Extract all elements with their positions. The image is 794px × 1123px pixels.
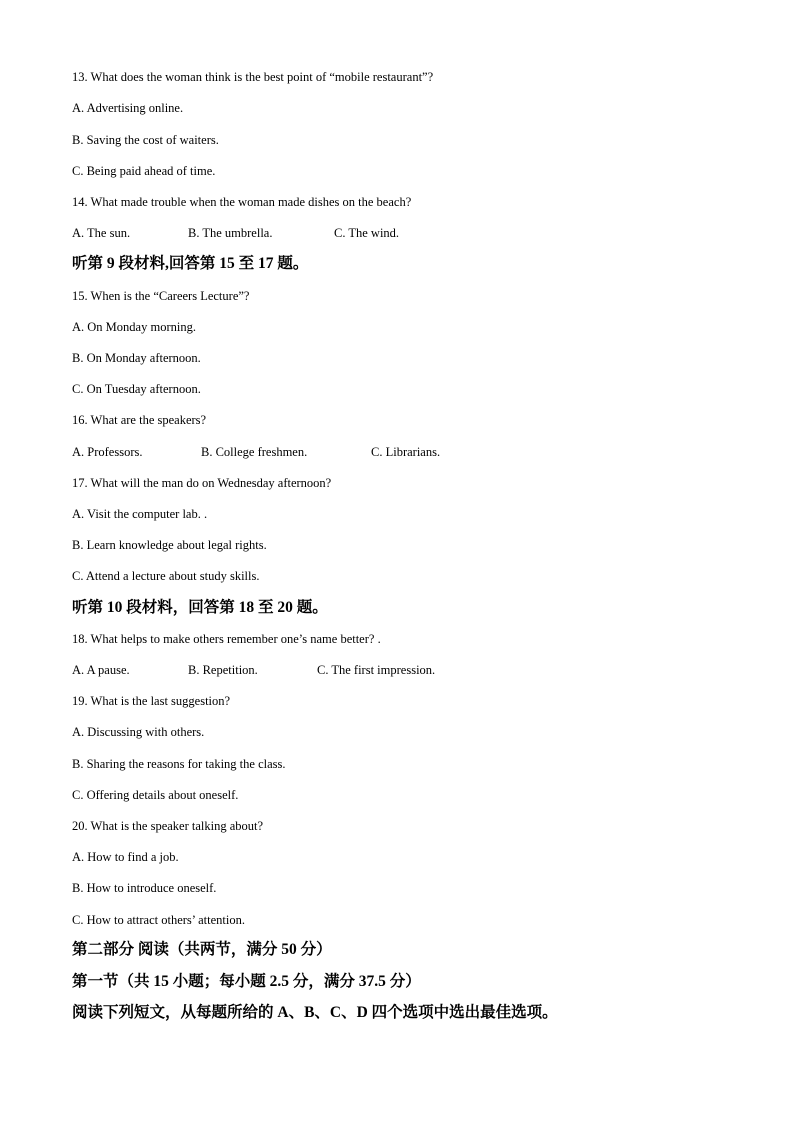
q14-option-c: C. The wind. — [334, 226, 400, 240]
q14-options — [72, 225, 399, 241]
q18-option-c: C. The first impression. — [317, 663, 436, 677]
q20-option-c: C. How to attract others’ attention. — [72, 913, 245, 927]
q20-stem: 20. What is the speaker talking about? — [72, 819, 264, 833]
q19-option-c: C. Offering details about oneself. — [72, 788, 239, 802]
q20-option-b: B. How to introduce oneself. — [72, 881, 217, 895]
q15-stem: 15. When is the “Careers Lecture”? — [72, 289, 250, 303]
q18-option-a: A. A pause. — [72, 663, 130, 677]
q13-option-a: A. Advertising online. — [72, 101, 184, 115]
q16-stem: 16. What are the speakers? — [72, 413, 207, 427]
q16-option-b: B. College freshmen. — [201, 445, 308, 459]
q18-stem: 18. What helps to make others remember one’s name better? . — [72, 632, 381, 646]
section-10-heading: 听第 10 段材料，回答第 18 至 20 题。 — [72, 599, 328, 616]
q20-option-a: A. How to find a job. — [72, 850, 179, 864]
q15-option-b: B. On Monday afternoon. — [72, 351, 201, 365]
part-2-heading: 第二部分 阅读（共两节，满分 50 分） — [72, 941, 332, 958]
q17-option-c: C. Attend a lecture about study skills. — [72, 569, 260, 583]
q17-option-b: B. Learn knowledge about legal rights. — [72, 538, 267, 552]
q19-option-b: B. Sharing the reasons for taking the class. — [72, 757, 286, 771]
q17-option-a: A. Visit the computer lab. . — [72, 507, 208, 521]
q17-stem: 17. What will the man do on Wednesday afternoon? — [72, 476, 332, 490]
part-2-section-1-heading: 第一节（共 15 小题；每小题 2.5 分，满分 37.5 分） — [72, 973, 421, 990]
q13-option-c: C. Being paid ahead of time. — [72, 164, 216, 178]
q15-option-a: A. On Monday morning. — [72, 320, 196, 334]
reading-instruction: 阅读下列短文，从每题所给的 A、B、C、D 四个选项中选出最佳选项。 — [72, 1004, 558, 1021]
q18-options — [72, 662, 435, 678]
section-9-heading: 听第 9 段材料,回答第 15 至 17 题。 — [72, 255, 309, 272]
q14-option-a: A. The sun. — [72, 226, 131, 240]
q13-option-b: B. Saving the cost of waiters. — [72, 133, 219, 147]
q16-options — [72, 444, 440, 460]
q19-stem: 19. What is the last suggestion? — [72, 694, 231, 708]
q16-option-c: C. Librarians. — [371, 445, 441, 459]
q18-option-b: B. Repetition. — [188, 663, 258, 677]
q14-option-b: B. The umbrella. — [188, 226, 273, 240]
q15-option-c: C. On Tuesday afternoon. — [72, 382, 201, 396]
q19-option-a: A. Discussing with others. — [72, 725, 205, 739]
q16-option-a: A. Professors. — [72, 445, 143, 459]
q14-stem: 14. What made trouble when the woman made dishes on the beach? — [72, 195, 412, 209]
q13-stem: 13. What does the woman think is the best point of “mobile restaurant”? — [72, 70, 434, 84]
